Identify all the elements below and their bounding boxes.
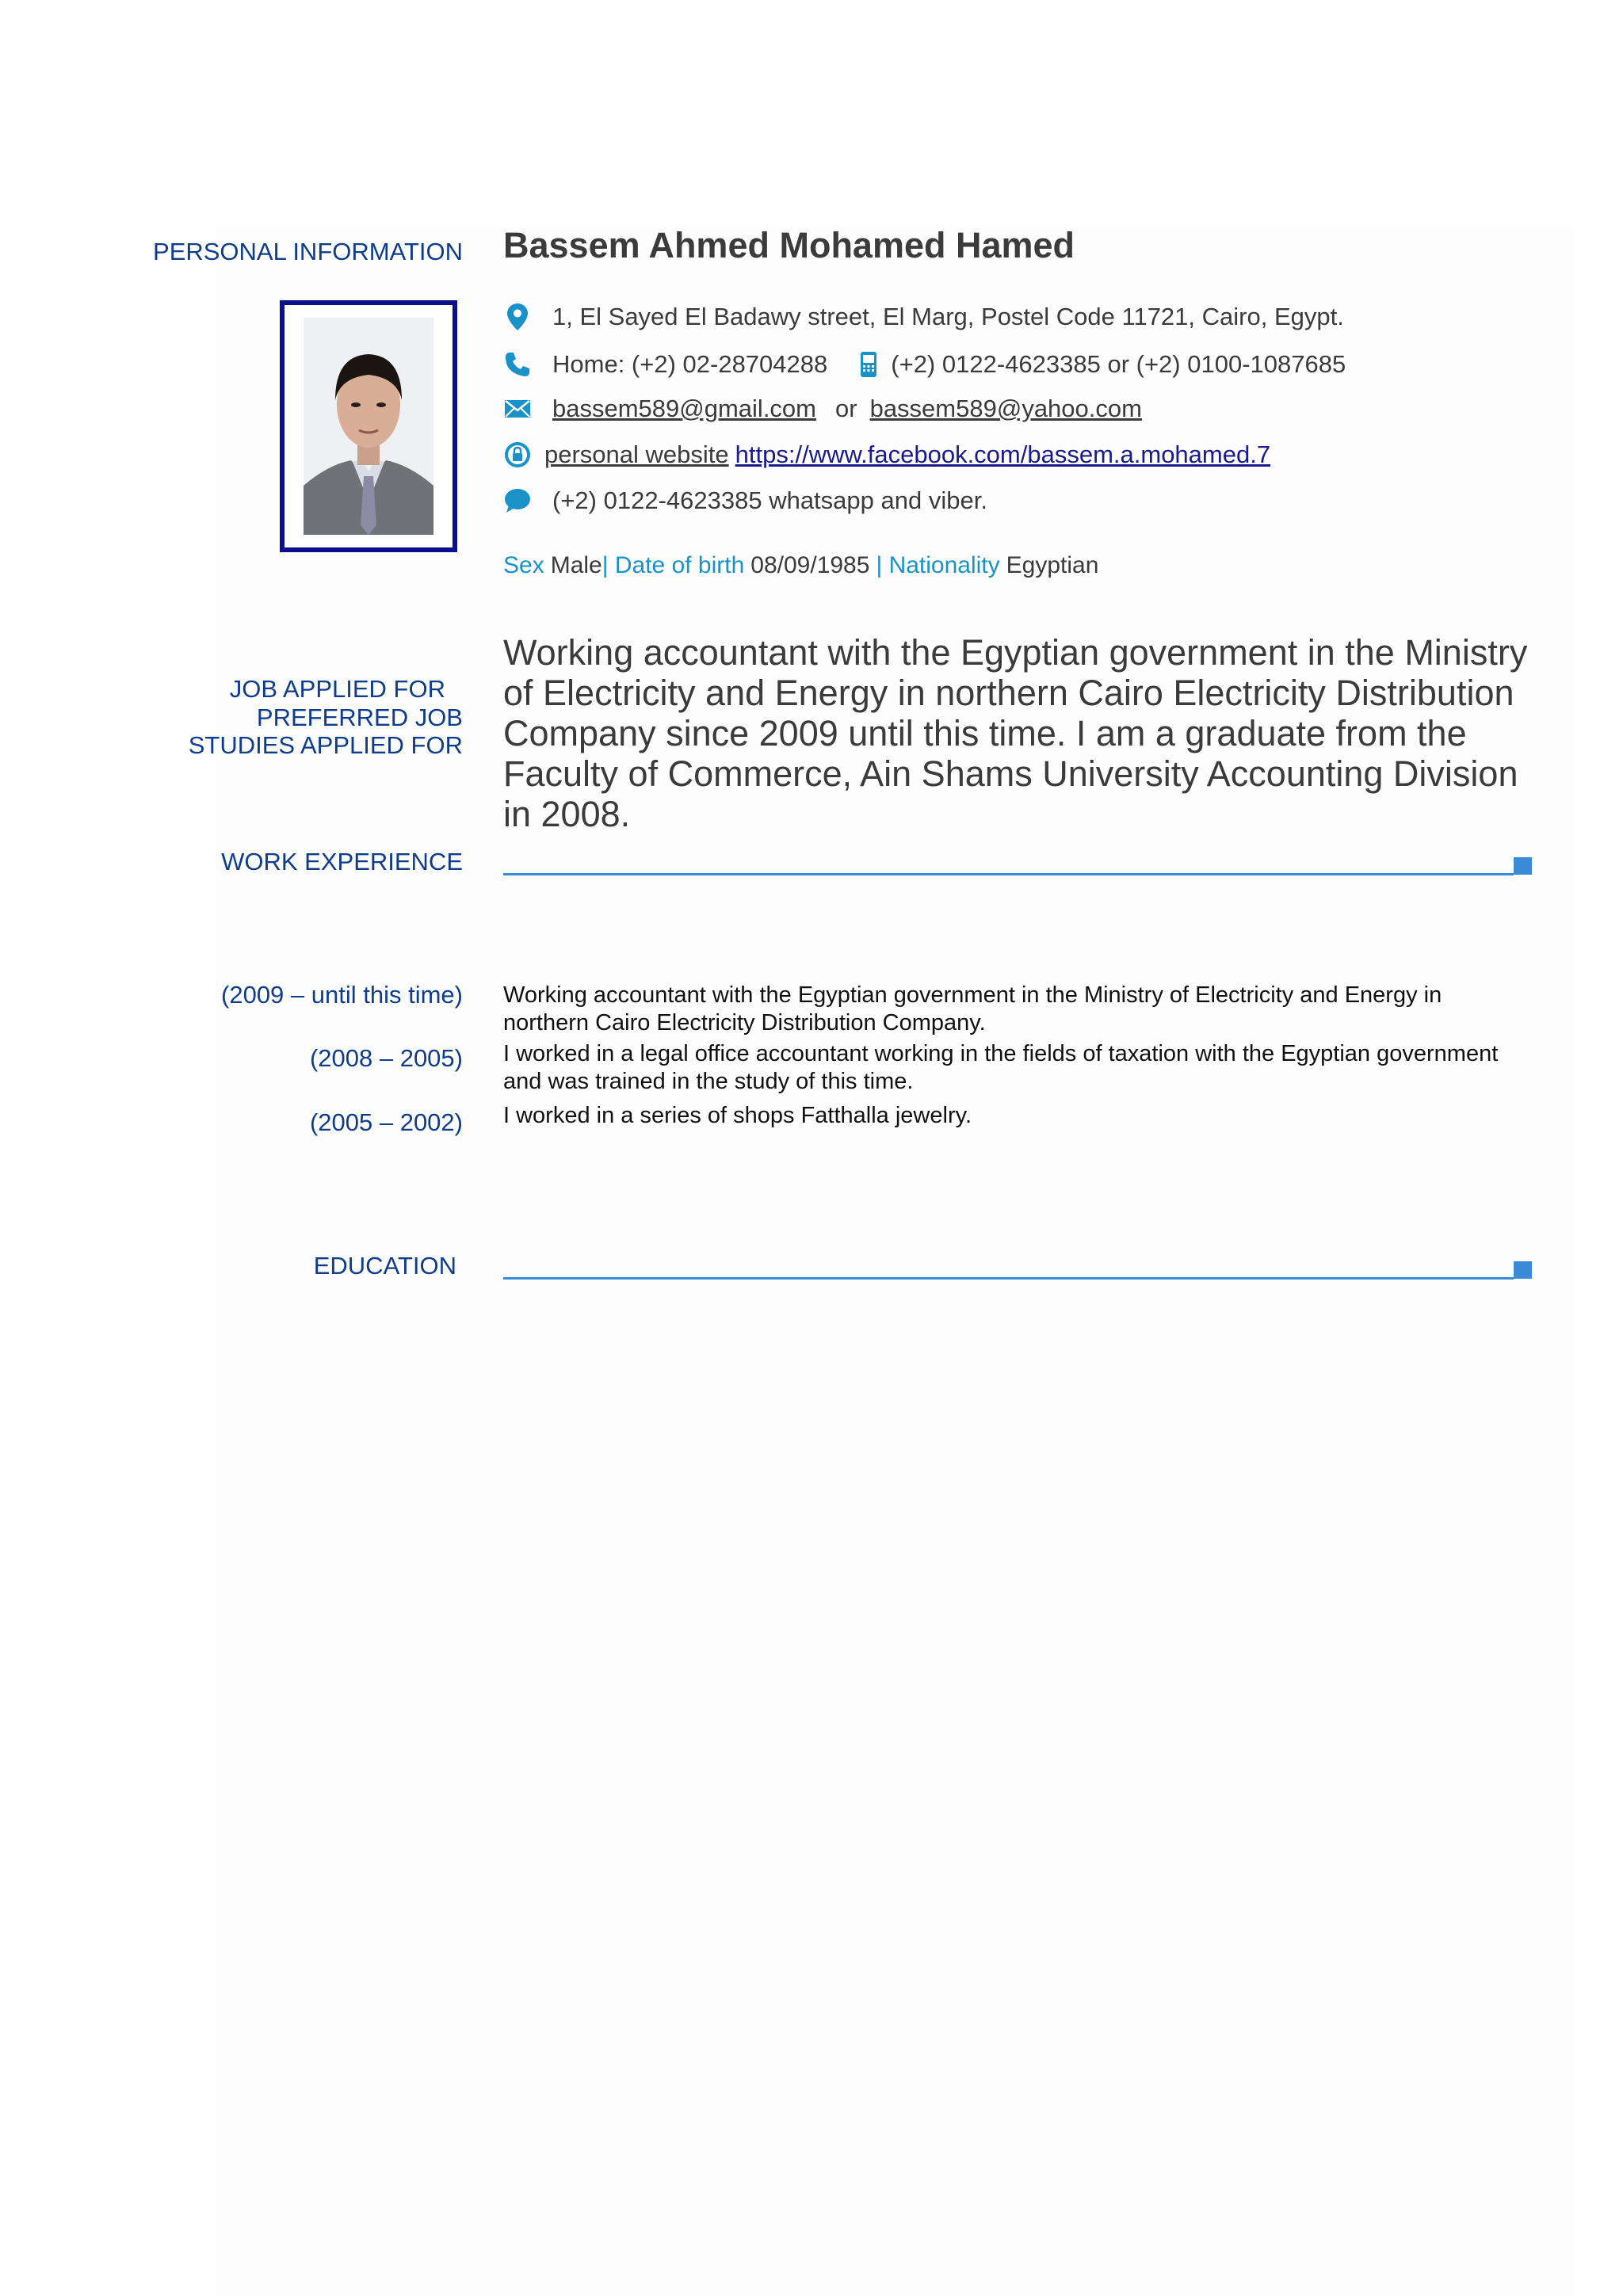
website-row [503,439,1270,471]
section-label-personal-information: PERSONAL INFORMATION [153,238,463,265]
phone-row [503,349,1346,380]
email-link-gmail[interactable]: bassem589@gmail.com [552,395,816,422]
work-description: Working accountant with the Egyptian government in the Ministry of Electricity and Energy in northern Cairo Electricity Distribution Company. [503,982,1442,1035]
profile-summary: Working accountant with the Egyptian government in the Ministry of Electricity and Energy in northern Cairo Electricity Distribution Company since 2009 until this time. I am a graduate from the Faculty of Commerce, Ain Shams University Accounting Division in 2008. [503,632,1528,834]
globe-lock-icon [503,441,532,469]
dob-value: 08/09/1985 [750,552,870,578]
work-experience-divider [503,873,1514,875]
website-label: personal website [544,441,729,468]
section-label-preferred-job: PREFERRED JOB [256,704,463,731]
mobile-phone-text: (+2) 0122-4623385 or (+2) 0100-1087685 [891,350,1346,378]
email-separator: or [835,395,857,422]
section-label-job-applied-for: JOB APPLIED FOR [229,675,445,703]
dob-label: | Date of birth [601,552,745,578]
home-phone-text: Home: (+2) 02-28704288 [552,350,828,378]
email-row [503,393,1142,425]
profile-photo [304,318,433,535]
sex-value: Male [550,552,602,578]
address-text: 1, El Sayed El Badawy street, El Marg, Postel Code 11721, Cairo, Egypt. [552,303,1344,330]
email-link-yahoo[interactable]: bassem589@yahoo.com [869,395,1142,422]
education-divider-marker [1514,1261,1532,1279]
section-label-work-experience: WORK EXPERIENCE [221,848,463,875]
messaging-row [503,485,987,517]
mobile-phone-icon [854,350,883,379]
address-row [503,301,1344,333]
envelope-icon [503,395,532,423]
section-label-education: EDUCATION [313,1252,456,1280]
website-link[interactable]: https://www.facebook.com/bassem.a.mohamed.7 [735,441,1271,468]
chat-bubble-icon [503,486,532,515]
sex-label: Sex [503,552,544,578]
work-description: I worked in a series of shops Fatthalla jewelry. [503,1103,972,1128]
work-period: (2005 – 2002) [309,1108,463,1136]
phone-icon [503,350,532,379]
map-pin-icon [503,303,532,331]
personal-details-row [503,550,1098,582]
nationality-label: | Nationality [876,552,1000,578]
work-period: (2009 – until this time) [221,981,463,1009]
messaging-text: (+2) 0122-4623385 whatsapp and viber. [552,486,987,514]
education-divider [503,1277,1514,1280]
section-label-studies-applied-for: STUDIES APPLIED FOR [188,731,463,759]
profile-photo-frame [280,300,457,552]
work-description: I worked in a legal office accountant working in the fields of taxation with the Egyptian government and was trained in the study of this time. [503,1041,1499,1094]
work-experience-divider-marker [1514,857,1532,875]
work-period: (2008 – 2005) [309,1044,463,1072]
nationality-value: Egyptian [1006,552,1099,578]
candidate-name: Bassem Ahmed Mohamed Hamed [503,225,1075,265]
